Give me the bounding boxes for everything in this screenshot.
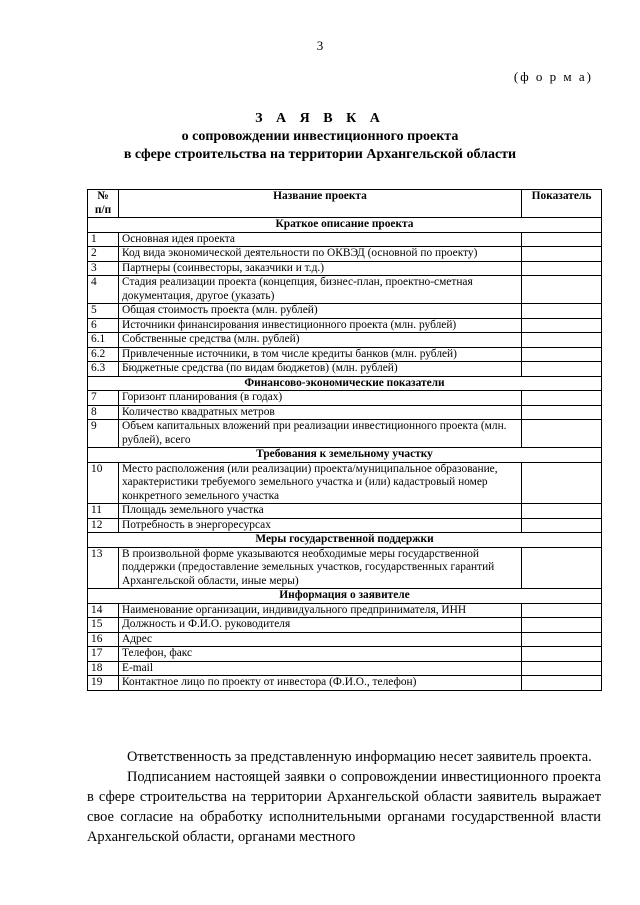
table-row (88, 232, 602, 247)
table-row (88, 261, 602, 276)
document-title (0, 110, 640, 164)
section-row (88, 376, 602, 391)
row-number: 15 (88, 618, 119, 633)
row-label: Должность и Ф.И.О. руководителя (119, 618, 522, 633)
table-row (88, 420, 602, 448)
row-label: Основная идея проекта (119, 232, 522, 247)
table-row (88, 347, 602, 362)
header-name: Название проекта (119, 190, 522, 218)
row-value-cell[interactable] (522, 261, 602, 276)
row-label: Количество квадратных метров (119, 405, 522, 420)
table-row (88, 618, 602, 633)
row-value-cell[interactable] (522, 618, 602, 633)
row-number: 5 (88, 304, 119, 319)
row-value-cell[interactable] (522, 405, 602, 420)
row-label: Контактное лицо по проекту от инвестора (Ф.И.О., телефон) (119, 676, 522, 691)
row-label: Телефон, факс (119, 647, 522, 662)
row-value-cell[interactable] (522, 362, 602, 377)
table-row (88, 304, 602, 319)
table-row (88, 504, 602, 519)
title-main: З А Я В К А (255, 111, 385, 126)
body-text (87, 747, 601, 847)
row-number: 16 (88, 632, 119, 647)
row-value-cell[interactable] (522, 318, 602, 333)
section-row (88, 533, 602, 548)
row-number: 6.3 (88, 362, 119, 377)
section-row (88, 218, 602, 233)
row-label: Адрес (119, 632, 522, 647)
row-number: 13 (88, 547, 119, 589)
row-label: Горизонт планирования (в годах) (119, 391, 522, 406)
row-value-cell[interactable] (522, 347, 602, 362)
row-label: Собственные средства (млн. рублей) (119, 333, 522, 348)
row-label: В произвольной форме указываются необходимые меры государственной поддержки (предоставление земельных участков, государственных гарантий Архангельской области, иные меры) (119, 547, 522, 589)
row-label: Бюджетные средства (по видам бюджетов) (млн. рублей) (119, 362, 522, 377)
row-value-cell[interactable] (522, 518, 602, 533)
row-number: 4 (88, 276, 119, 304)
row-value-cell[interactable] (522, 603, 602, 618)
row-value-cell[interactable] (522, 420, 602, 448)
table-row (88, 362, 602, 377)
row-number: 8 (88, 405, 119, 420)
row-number: 11 (88, 504, 119, 519)
row-value-cell[interactable] (522, 232, 602, 247)
row-number: 1 (88, 232, 119, 247)
table-row (88, 647, 602, 662)
application-table (87, 189, 602, 691)
table-row (88, 518, 602, 533)
row-number: 19 (88, 676, 119, 691)
row-value-cell[interactable] (522, 304, 602, 319)
table-header-row (88, 190, 602, 218)
row-value-cell[interactable] (522, 391, 602, 406)
row-number: 12 (88, 518, 119, 533)
paragraph: Подписанием настоящей заявки о сопровождении инвестиционного проекта в сфере строительства на территории Архангельской области заявитель выражает свое согласие на обработку исполнительными органами государственной власти Архангельской области, органами местного (87, 769, 601, 845)
table-row (88, 247, 602, 262)
section-row (88, 448, 602, 463)
section-row (88, 589, 602, 604)
row-value-cell[interactable] (522, 647, 602, 662)
row-value-cell[interactable] (522, 333, 602, 348)
row-label: Потребность в энергоресурсах (119, 518, 522, 533)
row-number: 2 (88, 247, 119, 262)
row-label: Место расположения (или реализации) проекта/муниципальное образование, характеристики требуемого земельного участка и (или) кадастровый номер конкретного земельного участка (119, 462, 522, 504)
row-label: Привлеченные источники, в том числе кредиты банков (млн. рублей) (119, 347, 522, 362)
row-label: Наименование организации, индивидуального предпринимателя, ИНН (119, 603, 522, 618)
row-number: 6 (88, 318, 119, 333)
row-label: Партнеры (соинвесторы, заказчики и т.д.) (119, 261, 522, 276)
row-label: E-mail (119, 661, 522, 676)
row-value-cell[interactable] (522, 676, 602, 691)
table-row (88, 632, 602, 647)
table-row (88, 276, 602, 304)
title-line-3: в сфере строительства на территории Архангельской области (123, 147, 517, 162)
header-value: Показатель (522, 190, 602, 218)
row-value-cell[interactable] (522, 632, 602, 647)
header-num: № п/п (88, 190, 119, 218)
section-title: Требования к земельному участку (88, 448, 602, 463)
table-row (88, 405, 602, 420)
row-number: 7 (88, 391, 119, 406)
table-row (88, 661, 602, 676)
row-number: 6.2 (88, 347, 119, 362)
row-number: 17 (88, 647, 119, 662)
section-title: Финансово-экономические показатели (88, 376, 602, 391)
table-row (88, 391, 602, 406)
form-label: (ф о р м а) (513, 69, 593, 84)
table-row (88, 333, 602, 348)
row-label: Стадия реализации проекта (концепция, бизнес-план, проектно-сметная документация, другое (указать) (119, 276, 522, 304)
section-title: Меры государственной поддержки (88, 533, 602, 548)
row-number: 14 (88, 603, 119, 618)
row-value-cell[interactable] (522, 462, 602, 504)
row-label: Код вида экономической деятельности по ОКВЭД (основной по проекту) (119, 247, 522, 262)
row-value-cell[interactable] (522, 504, 602, 519)
row-number: 6.1 (88, 333, 119, 348)
row-value-cell[interactable] (522, 661, 602, 676)
row-number: 9 (88, 420, 119, 448)
table-row (88, 462, 602, 504)
table-row (88, 603, 602, 618)
title-line-2: о сопровождении инвестиционного проекта (181, 129, 459, 144)
row-label: Площадь земельного участка (119, 504, 522, 519)
row-value-cell[interactable] (522, 547, 602, 589)
row-number: 10 (88, 462, 119, 504)
row-number: 3 (88, 261, 119, 276)
section-title: Информация о заявителе (88, 589, 602, 604)
page-number: 3 (316, 38, 324, 53)
table-row (88, 318, 602, 333)
row-label: Источники финансирования инвестиционного проекта (млн. рублей) (119, 318, 522, 333)
row-number: 18 (88, 661, 119, 676)
row-label: Общая стоимость проекта (млн. рублей) (119, 304, 522, 319)
row-value-cell[interactable] (522, 276, 602, 304)
table-row (88, 676, 602, 691)
paragraph: Ответственность за представленную информацию несет заявитель проекта. (127, 749, 592, 765)
row-value-cell[interactable] (522, 247, 602, 262)
row-label: Объем капитальных вложений при реализации инвестиционного проекта (млн. рублей), всего (119, 420, 522, 448)
section-title: Краткое описание проекта (88, 218, 602, 233)
table-row (88, 547, 602, 589)
